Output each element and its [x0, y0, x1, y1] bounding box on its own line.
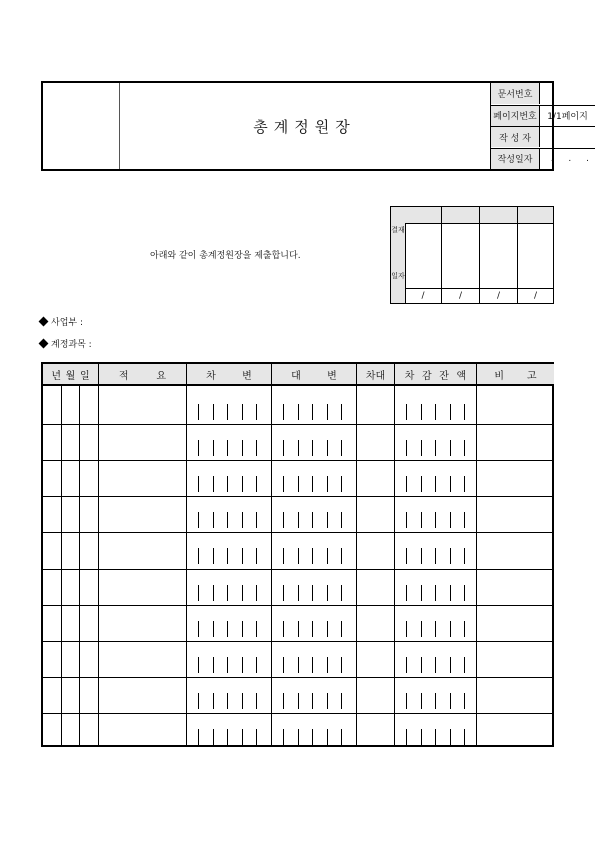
amount-digit-tick [298, 404, 299, 420]
amount-digit-tick [198, 657, 199, 673]
amount-digit-tick [198, 693, 199, 709]
amount-digit-tick [327, 585, 328, 601]
logo-cell [43, 83, 120, 169]
amount-digit-tick [256, 512, 257, 528]
amount-digit-tick [327, 512, 328, 528]
amount-digit-tick [450, 440, 451, 456]
amount-digit-tick [198, 621, 199, 637]
amount-digit-tick [450, 621, 451, 637]
meta-value: . . . [550, 153, 595, 164]
amount-digit-tick [227, 693, 228, 709]
amount-digit-tick [227, 512, 228, 528]
amount-digit-tick [312, 512, 313, 528]
amount-digit-tick [406, 621, 407, 637]
amount-digit-tick [450, 657, 451, 673]
amount-digit-tick [213, 512, 214, 528]
meta-row [491, 126, 595, 147]
amount-digit-tick [242, 585, 243, 601]
amount-digit-tick [341, 440, 342, 456]
amount-digit-tick [198, 440, 199, 456]
amount-digit-tick [256, 621, 257, 637]
amount-digit-tick [198, 585, 199, 601]
column-divider [476, 386, 477, 745]
header-date [43, 364, 99, 386]
approval-side-label [391, 207, 406, 303]
amount-digit-tick [341, 476, 342, 492]
amount-digit-tick [312, 729, 313, 745]
date-subdivider [61, 386, 62, 745]
ledger-table [41, 362, 554, 747]
amount-digit-tick [298, 693, 299, 709]
row-divider [43, 496, 552, 497]
header-debit-char: 차 [206, 370, 216, 382]
amount-digit-tick [242, 729, 243, 745]
row-divider [43, 569, 552, 570]
amount-digit-tick [421, 693, 422, 709]
amount-digit-tick [256, 657, 257, 673]
amount-digit-tick [327, 476, 328, 492]
amount-digit-tick [435, 512, 436, 528]
amount-digit-tick [227, 621, 228, 637]
header-balance [395, 364, 477, 386]
amount-digit-tick [227, 548, 228, 564]
amount-digit-tick [421, 476, 422, 492]
amount-digit-tick [242, 404, 243, 420]
amount-digit-tick [227, 440, 228, 456]
row-divider [43, 460, 552, 461]
amount-digit-tick [464, 440, 465, 456]
amount-digit-tick [464, 476, 465, 492]
header-note-char: 비 [494, 370, 505, 382]
amount-digit-tick [242, 657, 243, 673]
amount-digit-tick [312, 585, 313, 601]
amount-digit-tick [213, 404, 214, 420]
meta-label: 작 성 자 [491, 127, 540, 147]
amount-digit-tick [464, 585, 465, 601]
approval-column [441, 207, 479, 303]
account-subject-field [40, 337, 92, 350]
amount-digit-tick [283, 621, 284, 637]
approval-date-cell: / [480, 288, 517, 303]
amount-digit-tick [312, 404, 313, 420]
amount-digit-tick [283, 476, 284, 492]
amount-digit-tick [327, 729, 328, 745]
amount-digit-tick [421, 585, 422, 601]
meta-value [540, 83, 595, 104]
header-balance-char: 감 [422, 370, 432, 382]
diamond-bullet-icon [39, 339, 49, 349]
row-divider [43, 641, 552, 642]
amount-digit-tick [421, 621, 422, 637]
amount-digit-tick [283, 585, 284, 601]
amount-digit-tick [213, 729, 214, 745]
approval-side-bottom: 일자 [391, 272, 405, 280]
amount-digit-tick [450, 729, 451, 745]
amount-digit-tick [450, 404, 451, 420]
amount-digit-tick [256, 729, 257, 745]
amount-digit-tick [256, 476, 257, 492]
amount-digit-tick [341, 548, 342, 564]
amount-digit-tick [327, 657, 328, 673]
header-date-char: 년 [51, 370, 61, 382]
amount-digit-tick [242, 693, 243, 709]
amount-digit-tick [312, 621, 313, 637]
date-subdivider [79, 386, 80, 745]
column-divider [186, 386, 187, 745]
column-divider [356, 386, 357, 745]
amount-digit-tick [341, 621, 342, 637]
amount-digit-tick [242, 512, 243, 528]
amount-digit-tick [435, 548, 436, 564]
header-date-char: 일 [79, 370, 90, 382]
approval-column-header [442, 207, 479, 224]
amount-digit-tick [213, 621, 214, 637]
amount-digit-tick [298, 440, 299, 456]
amount-digit-tick [298, 657, 299, 673]
approval-column-header [405, 207, 441, 224]
amount-digit-tick [327, 548, 328, 564]
amount-digit-tick [242, 548, 243, 564]
amount-digit-tick [450, 548, 451, 564]
amount-digit-tick [242, 621, 243, 637]
header-credit-char: 변 [327, 370, 337, 382]
approval-date-cell: / [442, 288, 479, 303]
amount-digit-tick [406, 440, 407, 456]
amount-digit-tick [327, 440, 328, 456]
approval-box [390, 206, 554, 304]
amount-digit-tick [227, 476, 228, 492]
amount-digit-tick [283, 693, 284, 709]
header-credit-char: 대 [291, 370, 301, 382]
approval-column [405, 207, 441, 303]
meta-label: 문서번호 [491, 83, 540, 104]
approval-date-cell: / [405, 288, 441, 303]
amount-digit-tick [406, 512, 407, 528]
amount-digit-tick [464, 512, 465, 528]
amount-digit-tick [298, 729, 299, 745]
amount-digit-tick [312, 548, 313, 564]
amount-digit-tick [406, 729, 407, 745]
amount-digit-tick [213, 548, 214, 564]
amount-digit-tick [406, 476, 407, 492]
meta-value [540, 127, 595, 147]
business-unit-field [40, 315, 83, 328]
meta-label: 작성일자 [491, 149, 540, 169]
amount-digit-tick [435, 657, 436, 673]
document-header [41, 81, 595, 171]
header-dc-char: 차대 [365, 370, 386, 382]
amount-digit-tick [256, 440, 257, 456]
amount-digit-tick [298, 548, 299, 564]
amount-digit-tick [283, 729, 284, 745]
approval-side-top: 결재 [391, 226, 405, 234]
amount-digit-tick [198, 512, 199, 528]
amount-digit-tick [312, 693, 313, 709]
header-dc [357, 364, 395, 386]
meta-label: 페이지번호 [491, 106, 540, 126]
amount-digit-tick [421, 404, 422, 420]
amount-digit-tick [227, 404, 228, 420]
header-balance-char: 액 [456, 370, 467, 382]
amount-digit-tick [242, 476, 243, 492]
header-credit [272, 364, 357, 386]
amount-digit-tick [312, 440, 313, 456]
amount-digit-tick [312, 657, 313, 673]
amount-digit-tick [450, 476, 451, 492]
amount-digit-tick [406, 693, 407, 709]
amount-digit-tick [213, 585, 214, 601]
amount-digit-tick [213, 440, 214, 456]
amount-digit-tick [464, 621, 465, 637]
amount-digit-tick [421, 729, 422, 745]
amount-digit-tick [327, 693, 328, 709]
header-summary-char: 적 [118, 370, 129, 382]
amount-digit-tick [298, 476, 299, 492]
amount-digit-tick [341, 404, 342, 420]
header-debit [187, 364, 272, 386]
intro-text: 아래와 같이 총계정원장을 제출합니다. [150, 251, 301, 261]
row-divider [43, 713, 552, 714]
row-divider [43, 532, 552, 533]
header-debit-char: 변 [242, 370, 252, 382]
amount-digit-tick [213, 693, 214, 709]
amount-digit-tick [256, 404, 257, 420]
row-divider [43, 424, 552, 425]
account-subject-label: 계정과목 : [51, 340, 92, 350]
amount-digit-tick [435, 585, 436, 601]
amount-digit-tick [435, 729, 436, 745]
amount-digit-tick [435, 693, 436, 709]
amount-digit-tick [435, 440, 436, 456]
amount-digit-tick [406, 548, 407, 564]
approval-column-header [518, 207, 553, 224]
amount-digit-tick [283, 548, 284, 564]
amount-digit-tick [213, 476, 214, 492]
row-divider [43, 605, 552, 606]
column-divider [98, 386, 99, 745]
header-balance-char: 차 [404, 370, 415, 382]
approval-column [517, 207, 553, 303]
amount-digit-tick [298, 512, 299, 528]
approval-column [479, 207, 517, 303]
column-divider [271, 386, 272, 745]
amount-digit-tick [341, 585, 342, 601]
amount-digit-tick [435, 404, 436, 420]
meta-row [491, 105, 595, 126]
header-note-char: 고 [526, 370, 537, 382]
amount-digit-tick [298, 585, 299, 601]
amount-digit-tick [341, 657, 342, 673]
amount-digit-tick [341, 693, 342, 709]
amount-digit-tick [283, 512, 284, 528]
amount-digit-tick [464, 548, 465, 564]
amount-digit-tick [198, 404, 199, 420]
header-note [477, 364, 554, 386]
approval-column-header [480, 207, 517, 224]
amount-digit-tick [198, 476, 199, 492]
amount-digit-tick [198, 729, 199, 745]
amount-digit-tick [213, 657, 214, 673]
amount-digit-tick [435, 621, 436, 637]
amount-digit-tick [406, 585, 407, 601]
document-meta-table [490, 83, 595, 169]
amount-digit-tick [256, 548, 257, 564]
header-summary-char: 요 [156, 370, 167, 382]
amount-digit-tick [464, 657, 465, 673]
amount-digit-tick [227, 729, 228, 745]
amount-digit-tick [283, 404, 284, 420]
approval-date-cell: / [518, 288, 553, 303]
amount-digit-tick [298, 621, 299, 637]
amount-digit-tick [242, 440, 243, 456]
row-divider [43, 677, 552, 678]
amount-digit-tick [406, 404, 407, 420]
amount-digit-tick [421, 512, 422, 528]
amount-digit-tick [198, 548, 199, 564]
amount-digit-tick [450, 585, 451, 601]
header-date-char: 월 [65, 370, 76, 382]
amount-digit-tick [406, 657, 407, 673]
document-title: 총계정원장 [253, 117, 356, 136]
meta-row [491, 83, 595, 104]
amount-digit-tick [227, 585, 228, 601]
meta-value: 1/1페이지 [547, 112, 588, 122]
amount-digit-tick [283, 657, 284, 673]
amount-digit-tick [464, 693, 465, 709]
meta-row [491, 148, 595, 169]
amount-digit-tick [283, 440, 284, 456]
amount-digit-tick [227, 657, 228, 673]
amount-digit-tick [327, 404, 328, 420]
amount-digit-tick [256, 585, 257, 601]
amount-digit-tick [450, 693, 451, 709]
amount-digit-tick [256, 693, 257, 709]
amount-digit-tick [327, 621, 328, 637]
amount-digit-tick [421, 548, 422, 564]
amount-digit-tick [312, 476, 313, 492]
amount-digit-tick [341, 512, 342, 528]
amount-digit-tick [450, 512, 451, 528]
amount-digit-tick [464, 729, 465, 745]
header-balance-char: 잔 [439, 370, 449, 382]
header-summary [99, 364, 187, 386]
business-unit-label: 사업부 : [51, 318, 83, 328]
amount-digit-tick [435, 476, 436, 492]
diamond-bullet-icon [39, 317, 49, 327]
amount-digit-tick [421, 440, 422, 456]
column-divider [394, 386, 395, 745]
amount-digit-tick [341, 729, 342, 745]
amount-digit-tick [464, 404, 465, 420]
amount-digit-tick [421, 657, 422, 673]
